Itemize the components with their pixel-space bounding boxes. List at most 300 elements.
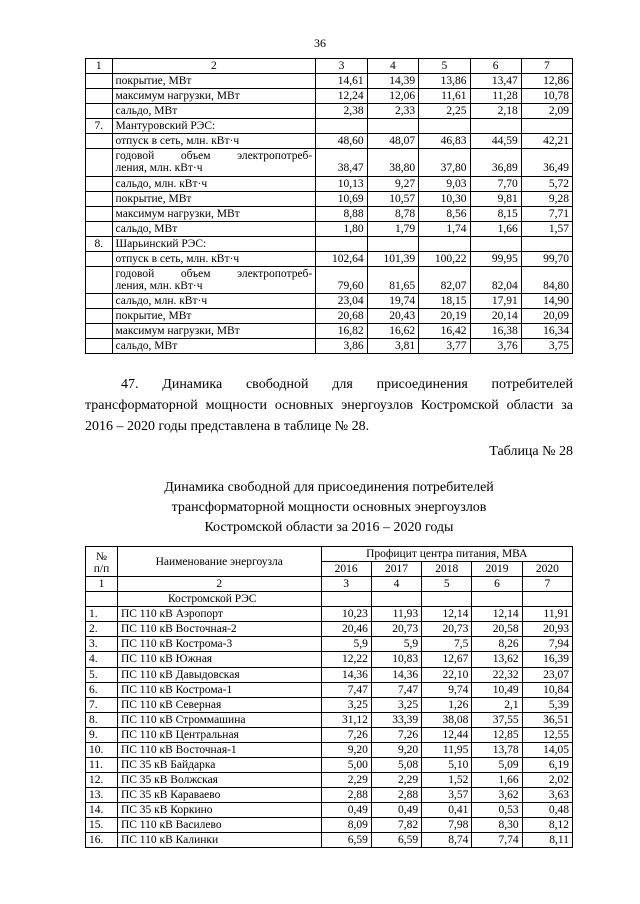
table-row [86,119,573,134]
row-number-cell: 11. [86,757,118,772]
value-cell [470,236,521,251]
value-cell: 36,49 [521,149,572,176]
column-number-cell: 4 [367,59,418,74]
value-cell: 81,65 [367,266,418,293]
row-number-cell: 8. [86,712,118,727]
value-cell: 2,25 [419,104,470,119]
value-cell: 10,13 [316,176,367,191]
value-cell: 7,26 [321,727,371,742]
value-cell: 99,70 [521,251,572,266]
table-row [86,757,573,772]
table-row [86,682,573,697]
table-row [86,104,573,119]
value-cell: 20,09 [521,309,572,324]
value-cell: 48,60 [316,134,367,149]
value-cell: 102,64 [316,251,367,266]
value-cell: 8,15 [470,206,521,221]
row-number-cell: 5. [86,667,118,682]
row-name-cell: отпуск в сеть, млн. кВт·ч [112,251,316,266]
column-number-cell: 6 [470,59,521,74]
value-cell: 16,62 [367,324,418,339]
value-cell: 3,63 [522,788,572,803]
row-index-cell [86,339,113,354]
table-row [86,324,573,339]
value-cell: 1,79 [367,221,418,236]
table-row [86,637,573,652]
value-cell: 82,04 [470,266,521,293]
row-number-cell: 12. [86,772,118,787]
substation-name-cell: ПС 35 кВ Байдарка [117,757,321,772]
row-name-line2: ления, млн. кВт·ч [115,279,203,292]
value-cell: 6,59 [371,833,421,848]
value-cell: 9,20 [321,742,371,757]
value-cell: 9,81 [470,191,521,206]
value-cell: 31,12 [321,712,371,727]
value-cell: 16,42 [419,324,470,339]
row-name-line1: годовой объем электропотреб- [115,150,313,163]
section-empty-cell [522,592,572,607]
value-cell: 36,89 [470,149,521,176]
value-cell: 2,18 [470,104,521,119]
value-cell: 10,78 [521,89,572,104]
value-cell: 12,85 [472,727,522,742]
column-number-cell: 5 [419,59,470,74]
table-row [86,772,573,787]
section-row [86,592,573,607]
value-cell: 6,59 [321,833,371,848]
table-row [86,742,573,757]
value-cell: 0,41 [422,803,472,818]
value-cell: 7,98 [422,818,472,833]
row-name-line2: ления, млн. кВт·ч [115,162,203,175]
table-row [86,727,573,742]
row-index-cell [86,89,113,104]
value-cell: 23,04 [316,294,367,309]
value-cell: 100,22 [419,251,470,266]
substation-name-cell: ПС 35 кВ Караваево [117,788,321,803]
value-cell: 20,93 [522,622,572,637]
value-cell: 12,14 [472,607,522,622]
header-num-cell [86,547,118,577]
table-title-line: Костромской области за 2016 – 2020 годы [204,520,454,535]
value-cell: 3,62 [472,788,522,803]
row-number-cell: 6. [86,682,118,697]
row-index-cell [86,266,113,293]
row-name-cell: максимум нагрузки, МВт [112,206,316,221]
value-cell: 10,23 [321,607,371,622]
value-cell [367,119,418,134]
value-cell: 7,26 [371,727,421,742]
value-cell: 19,74 [367,294,418,309]
value-cell: 3,86 [316,339,367,354]
table-row [86,833,573,848]
value-cell: 16,38 [470,324,521,339]
header-year-cell: 2017 [371,562,421,577]
value-cell: 0,48 [522,803,572,818]
value-cell: 7,82 [371,818,421,833]
value-cell: 20,73 [422,622,472,637]
row-index-cell [86,309,113,324]
value-cell: 1,80 [316,221,367,236]
header-year-cell: 2016 [321,562,371,577]
row-index-cell [86,134,113,149]
value-cell: 2,88 [321,788,371,803]
value-cell: 48,07 [367,134,418,149]
header-num-line2: п/п [93,563,110,576]
value-cell: 20,14 [470,309,521,324]
value-cell: 6,19 [522,757,572,772]
table-header-row [86,547,573,562]
value-cell: 8,74 [422,833,472,848]
section-empty-cell [371,592,421,607]
table-row [86,89,573,104]
value-cell: 10,84 [522,682,572,697]
value-cell: 7,71 [521,206,572,221]
row-number-cell: 1. [86,607,118,622]
value-cell: 20,68 [316,309,367,324]
value-cell: 14,36 [371,667,421,682]
value-cell: 33,39 [371,712,421,727]
row-index-cell [86,206,113,221]
value-cell: 42,21 [521,134,572,149]
value-cell: 13,86 [419,74,470,89]
header-year-cell: 2018 [422,562,472,577]
value-cell: 13,62 [472,652,522,667]
value-cell: 1,74 [419,221,470,236]
value-cell: 9,03 [419,176,470,191]
row-name-cell: максимум нагрузки, МВт [112,324,316,339]
value-cell: 7,94 [522,637,572,652]
value-cell: 5,39 [522,697,572,712]
row-name-cell: сальдо, млн. кВт·ч [112,176,316,191]
table-row [86,266,573,293]
value-cell: 11,91 [522,607,572,622]
value-cell: 7,47 [371,682,421,697]
row-name-cell: максимум нагрузки, МВт [112,89,316,104]
value-cell [419,119,470,134]
value-cell: 37,55 [472,712,522,727]
header-name-cell: Наименование энергоузла [117,547,321,577]
substation-name-cell: ПС 35 кВ Коркино [117,803,321,818]
value-cell: 1,57 [521,221,572,236]
value-cell: 20,46 [321,622,371,637]
row-number-cell: 7. [86,697,118,712]
substation-name-cell: ПС 110 кВ Кострома-3 [117,637,321,652]
row-name-cell [112,149,316,176]
row-index-cell [86,191,113,206]
table-row [86,712,573,727]
row-index-cell [86,294,113,309]
row-number-cell: 4. [86,652,118,667]
row-number-cell: 10. [86,742,118,757]
table-title-line: трансформаторной мощности основных энергоузлов [171,500,487,515]
value-cell: 10,83 [371,652,421,667]
table-row [86,191,573,206]
header-year-cell: 2019 [472,562,522,577]
value-cell: 2,02 [522,772,572,787]
substation-name-cell: ПС 110 кВ Восточная-2 [117,622,321,637]
column-number-cell: 7 [521,59,572,74]
value-cell: 14,39 [367,74,418,89]
table-row [86,788,573,803]
transformer-capacity-table [85,546,573,848]
table-title [85,478,573,538]
table-row [86,294,573,309]
value-cell [521,236,572,251]
value-cell: 36,51 [522,712,572,727]
value-cell: 11,28 [470,89,521,104]
table-row [86,652,573,667]
value-cell: 1,66 [472,772,522,787]
value-cell: 44,59 [470,134,521,149]
substation-name-cell: ПС 110 кВ Калинки [117,833,321,848]
section-empty-cell [422,592,472,607]
value-cell: 5,72 [521,176,572,191]
value-cell: 3,25 [371,697,421,712]
value-cell: 3,77 [419,339,470,354]
table-row [86,74,573,89]
column-number-cell: 2 [112,59,316,74]
value-cell: 20,19 [419,309,470,324]
value-cell: 11,95 [422,742,472,757]
substation-name-cell: ПС 110 кВ Северная [117,697,321,712]
row-index-cell [86,74,113,89]
table-row [86,309,573,324]
row-name-cell: покрытие, МВт [112,309,316,324]
column-number-cell: 3 [316,59,367,74]
substation-name-cell: ПС 110 кВ Давыдовская [117,667,321,682]
value-cell: 37,80 [419,149,470,176]
value-cell: 11,61 [419,89,470,104]
value-cell: 9,20 [371,742,421,757]
value-cell: 12,86 [521,74,572,89]
value-cell: 7,47 [321,682,371,697]
value-cell: 12,67 [422,652,472,667]
value-cell: 5,09 [472,757,522,772]
row-name-cell: отпуск в сеть, млн. кВт·ч [112,134,316,149]
value-cell: 8,78 [367,206,418,221]
column-number-cell: 1 [86,59,113,74]
value-cell [419,236,470,251]
table-row [86,206,573,221]
value-cell: 8,12 [522,818,572,833]
value-cell: 2,88 [371,788,421,803]
value-cell: 16,39 [522,652,572,667]
section-empty-cell [321,592,371,607]
value-cell: 1,52 [422,772,472,787]
value-cell: 22,32 [472,667,522,682]
row-name-cell: покрытие, МВт [112,191,316,206]
column-number-row [86,577,573,592]
row-index-cell [86,176,113,191]
value-cell: 84,80 [521,266,572,293]
value-cell: 38,47 [316,149,367,176]
row-name-cell: Мантуровский РЭС: [112,119,316,134]
value-cell: 22,10 [422,667,472,682]
table-row [86,149,573,176]
row-number-cell: 16. [86,833,118,848]
value-cell: 9,28 [521,191,572,206]
value-cell: 23,07 [522,667,572,682]
value-cell: 13,47 [470,74,521,89]
value-cell: 17,91 [470,294,521,309]
value-cell: 3,75 [521,339,572,354]
column-number-cell: 2 [117,577,321,592]
row-index-cell [86,104,113,119]
value-cell: 12,44 [422,727,472,742]
substation-name-cell: ПС 35 кВ Волжская [117,772,321,787]
section-empty-cell [472,592,522,607]
column-number-cell: 1 [86,577,118,592]
value-cell: 7,70 [470,176,521,191]
value-cell [470,119,521,134]
value-cell: 14,36 [321,667,371,682]
column-number-cell: 6 [472,577,522,592]
substation-name-cell: ПС 110 кВ Восточная-1 [117,742,321,757]
value-cell: 46,83 [419,134,470,149]
value-cell: 8,09 [321,818,371,833]
value-cell: 10,57 [367,191,418,206]
row-name-cell [112,266,316,293]
value-cell: 10,49 [472,682,522,697]
value-cell: 3,25 [321,697,371,712]
value-cell: 20,73 [371,622,421,637]
table-row [86,134,573,149]
value-cell: 3,57 [422,788,472,803]
value-cell: 7,74 [472,833,522,848]
section-empty-cell [86,592,118,607]
table-row [86,622,573,637]
table-row [86,236,573,251]
table-row [86,818,573,833]
value-cell: 3,76 [470,339,521,354]
column-number-row [86,59,573,74]
value-cell: 8,26 [472,637,522,652]
row-index-cell [86,251,113,266]
value-cell: 2,1 [472,697,522,712]
paragraph-47: 47. Динамика свободной для присоединения потребителей трансформаторной мощности основных энергоузлов Костромской области за 2016 – 2020 годы представлена в таблице № 28. [85,377,573,434]
substation-name-cell: ПС 110 кВ Василево [117,818,321,833]
value-cell [316,119,367,134]
value-cell: 20,43 [367,309,418,324]
value-cell: 12,55 [522,727,572,742]
substation-name-cell: ПС 110 кВ Кострома-1 [117,682,321,697]
value-cell: 14,05 [522,742,572,757]
value-cell: 0,49 [321,803,371,818]
value-cell: 8,30 [472,818,522,833]
substation-name-cell: ПС 110 кВ Южная [117,652,321,667]
row-number-cell: 3. [86,637,118,652]
table-row [86,176,573,191]
row-index-cell: 8. [86,236,113,251]
value-cell: 0,53 [472,803,522,818]
row-index-cell [86,149,113,176]
row-number-cell: 2. [86,622,118,637]
value-cell [367,236,418,251]
value-cell: 8,56 [419,206,470,221]
value-cell: 5,08 [371,757,421,772]
header-group-cell: Профицит центра питания, МВА [321,547,572,562]
value-cell: 5,00 [321,757,371,772]
value-cell: 8,11 [522,833,572,848]
page-number: 36 [314,36,326,50]
section-title-cell: Костромской РЭС [117,592,321,607]
value-cell: 2,09 [521,104,572,119]
value-cell: 8,88 [316,206,367,221]
table-row [86,607,573,622]
row-number-cell: 14. [86,803,118,818]
table-row [86,697,573,712]
value-cell: 101,39 [367,251,418,266]
row-number-cell: 15. [86,818,118,833]
value-cell: 12,22 [321,652,371,667]
value-cell: 1,26 [422,697,472,712]
table-row [86,667,573,682]
value-cell: 9,27 [367,176,418,191]
row-index-cell [86,221,113,236]
table-row [86,339,573,354]
energy-balance-table [85,58,573,354]
value-cell: 99,95 [470,251,521,266]
column-number-cell: 3 [321,577,371,592]
value-cell: 12,24 [316,89,367,104]
value-cell: 10,30 [419,191,470,206]
table-row [86,803,573,818]
row-number-cell: 9. [86,727,118,742]
table-label: Таблица № 28 [489,444,573,459]
column-number-cell: 4 [371,577,421,592]
value-cell: 5,9 [321,637,371,652]
value-cell: 20,58 [472,622,522,637]
row-name-cell: сальдо, МВт [112,339,316,354]
row-index-cell: 7. [86,119,113,134]
value-cell: 7,5 [422,637,472,652]
value-cell: 10,69 [316,191,367,206]
value-cell: 2,29 [371,772,421,787]
row-name-cell: сальдо, млн. кВт·ч [112,294,316,309]
value-cell: 79,60 [316,266,367,293]
value-cell: 14,61 [316,74,367,89]
value-cell: 5,10 [422,757,472,772]
value-cell: 16,82 [316,324,367,339]
row-name-cell: Шарьинский РЭС: [112,236,316,251]
value-cell: 2,38 [316,104,367,119]
value-cell: 13,78 [472,742,522,757]
header-num-line1: № [95,551,107,563]
value-cell [521,119,572,134]
value-cell: 12,14 [422,607,472,622]
substation-name-cell: ПС 110 кВ Центральная [117,727,321,742]
header-year-cell: 2020 [522,562,572,577]
row-number-cell: 13. [86,788,118,803]
table-title-line: Динамика свободной для присоединения потребителей [164,480,494,495]
row-name-cell: покрытие, МВт [112,74,316,89]
value-cell: 5,9 [371,637,421,652]
value-cell: 2,33 [367,104,418,119]
substation-name-cell: ПС 110 кВ Аэропорт [117,607,321,622]
value-cell: 12,06 [367,89,418,104]
row-name-cell: сальдо, МВт [112,221,316,236]
value-cell: 3,81 [367,339,418,354]
value-cell: 16,34 [521,324,572,339]
value-cell: 0,49 [371,803,421,818]
value-cell: 38,08 [422,712,472,727]
table-row [86,221,573,236]
value-cell: 82,07 [419,266,470,293]
value-cell: 11,93 [371,607,421,622]
table-row [86,251,573,266]
value-cell: 14,90 [521,294,572,309]
